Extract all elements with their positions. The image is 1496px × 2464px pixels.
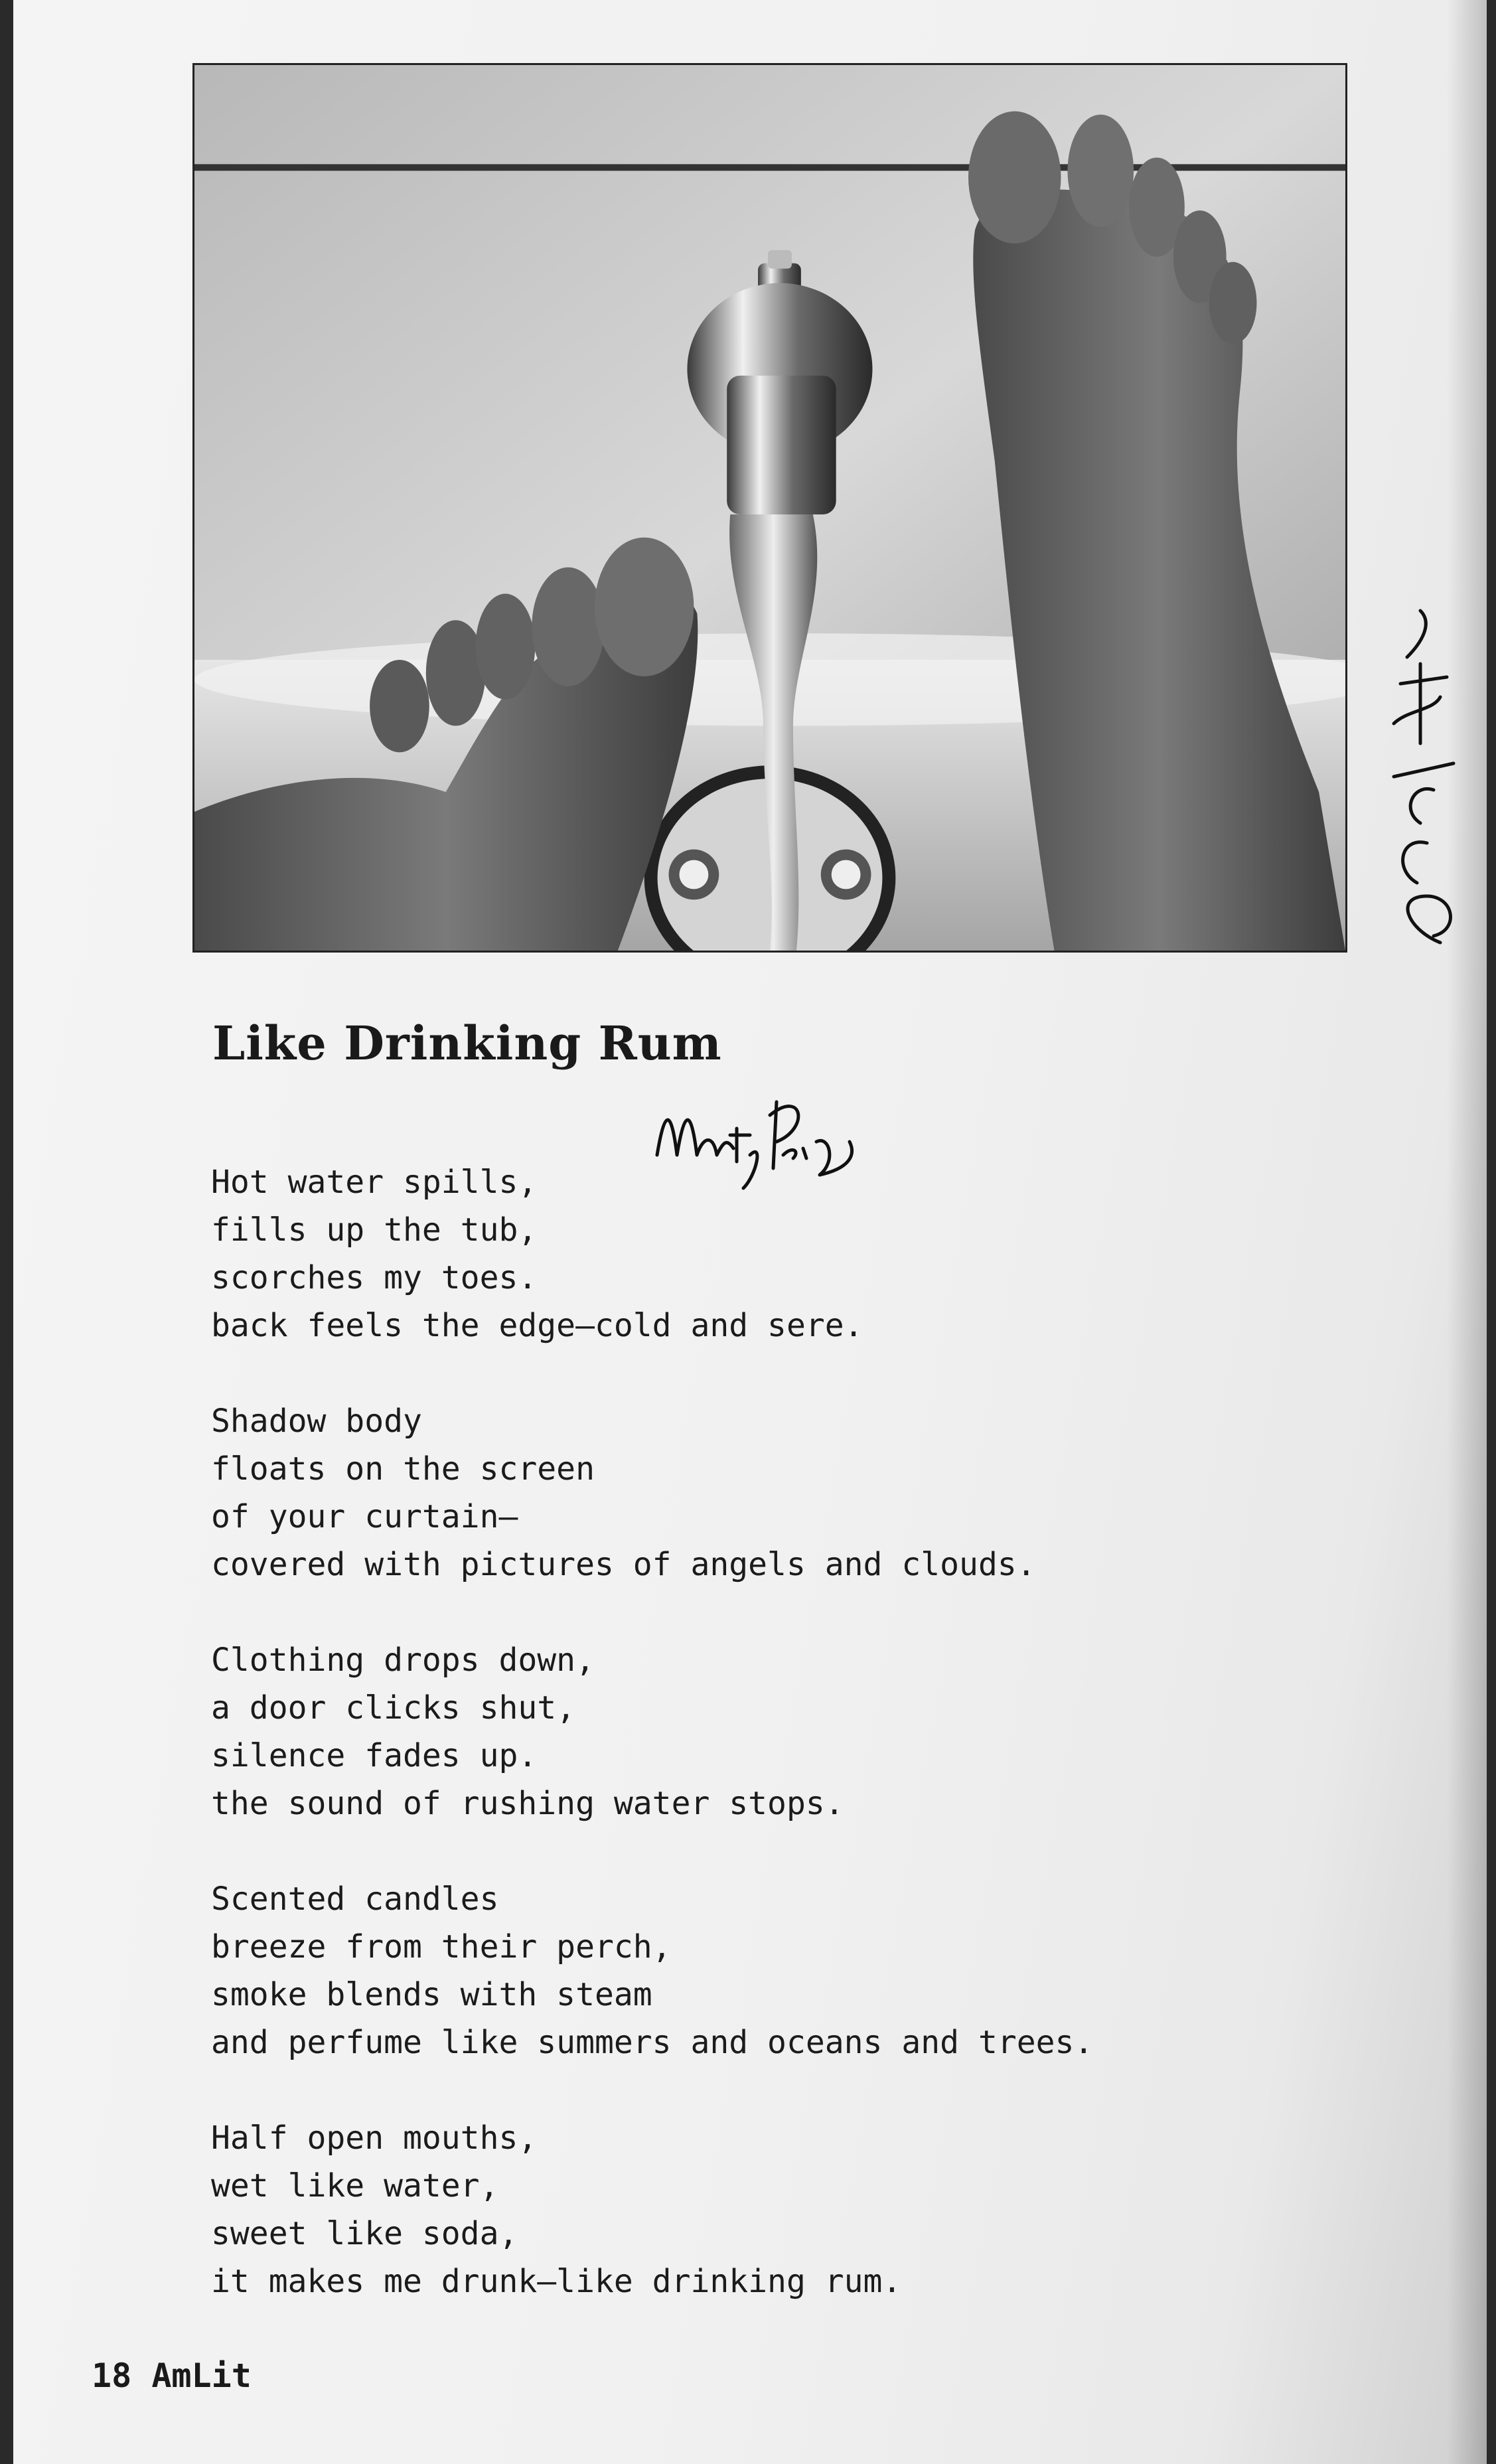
poem-line: Clothing drops down, [211,1642,595,1679]
poem-line: smoke blends with steam [211,1976,652,2013]
bathtub-photo [192,63,1347,953]
poem-line: and perfume like summers and oceans and trees. [211,2024,1094,2061]
poem-line: it makes me drunk—like drinking rum. [211,2263,902,2300]
poem-line: the sound of rushing water stops. [211,1785,844,1822]
poem-line: Hot water spills, [211,1164,538,1201]
poem-line: Shadow body [211,1403,422,1440]
stanza-4 [211,1875,1093,2066]
poem-line: breeze from their perch, [211,1928,672,1965]
stanza-5 [211,2114,901,2305]
poem-line: scorches my toes. [211,1259,538,1296]
poem-line: covered with pictures of angels and clouds. [211,1546,1036,1583]
bathtub-faucet-feet-photo-icon [194,65,1345,951]
poem-line: wet like water, [211,2167,499,2204]
poem-line: floats on the screen [211,1450,595,1488]
poem-line: of your curtain— [211,1498,518,1535]
stanza-3 [211,1636,844,1827]
poem-line: silence fades up. [211,1737,538,1774]
poem-line: sweet like soda, [211,2215,518,2252]
page-folio [92,2356,252,2395]
poem-line: a door clicks shut, [211,1689,576,1727]
publication-name: AmLit [151,2356,252,2395]
stanza-2 [211,1397,1036,1588]
magazine-page [13,0,1487,2464]
artist-signature [1354,584,1473,956]
stanza-1 [211,1158,863,1349]
poem-title: Like Drinking Rum [212,1016,722,1071]
poem-line: Scented candles [211,1881,499,1918]
page-shadow-edge [1447,0,1487,2464]
poem-line: back feels the edge—cold and sere. [211,1307,863,1344]
page-number: 18 [92,2356,132,2395]
poem-line: Half open mouths, [211,2119,538,2157]
poem-line: fills up the tub, [211,1211,538,1249]
